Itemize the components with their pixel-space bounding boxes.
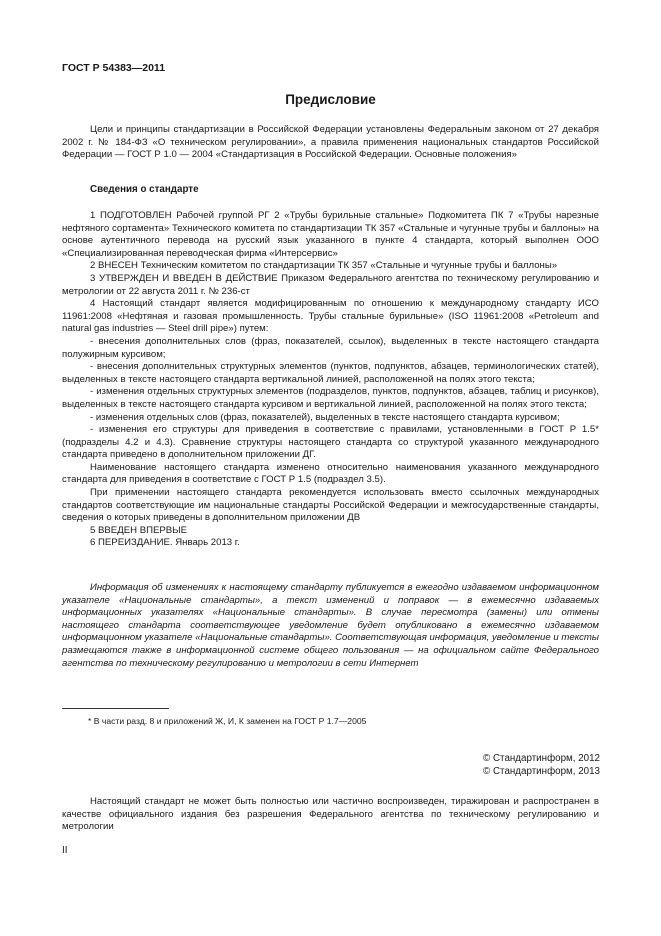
modification-item: - изменения его структуры для приведения в соответствие с правилами, установленными в ГОСТ Р 1.5* (подразделы 4.2 и 4.3). Сравнение структуры настоящего стандарта со структурой указанного международного стандарта приведено в дополнительном приложении ДГ. [62, 424, 599, 461]
intro-paragraph: Цели и принципы стандартизации в Российской Федерации установлены Федеральным законом от 27 декабря 2002 г. № 184-ФЗ «О техническом регулировании», а правила применения национальных стандартов Российской Федерации — ГОСТ Р 1.0 — 2004 «Стандартизация в Российской Федерации. Основные положения» [62, 124, 599, 161]
list-item: 2 ВНЕСЕН Техническим комитетом по стандартизации ТК 357 «Стальные и чугунные трубы и баллоны» [90, 260, 558, 272]
copyright-block [430, 752, 600, 778]
standard-info [62, 210, 599, 550]
modification-item: - изменения отдельных слов (фраз, показателей), выделенных в тексте настоящего стандарта курсивом; [90, 411, 560, 423]
footnote: * В части разд. 8 и приложений Ж, И, К заменен на ГОСТ Р 1.7—2005 [88, 716, 367, 726]
list-item: 1 ПОДГОТОВЛЕН Рабочей группой РГ 2 «Трубы бурильные стальные» Подкомитета ПК 7 «Трубы нарезные нефтяного сортамента» Технического комитета по стандартизации ТК 357 «Стальные и чугунные трубы и баллоны» на основе аутентичного перевода на русский язык указанного в пункте 4 стандарта, который выполнен ООО «Специализированная переводческая фирма «Интерсервис» [62, 210, 599, 259]
references-paragraph: При применении настоящего стандарта рекомендуется использовать вместо ссылочных международных стандартов соответствующие им национальные стандарты Российской Федерации и межгосударственные стандарты, сведения о которых приведены в дополнительном приложении ДВ [62, 487, 599, 524]
modification-item: - внесения дополнительных структурных элементов (пунктов, подпунктов, абзацев, терминологических статей), выделенных в тексте настоящего стандарта вертикальной линией, расположенной на полях этого текста; [62, 361, 599, 385]
reproduction-notice: Настоящий стандарт не может быть полностью или частично воспроизведен, тиражирован и распространен в качестве официального издания без разрешения Федерального агентства по техническому регулированию и метрологии [62, 796, 599, 833]
footnote-divider [62, 708, 169, 709]
copyright-line: © Стандартинформ, 2013 [483, 766, 600, 777]
notice-paragraph: Информация об изменениях к настоящему стандарту публикуется в ежегодно издаваемом информационном указателе «Национальные стандарты», а текст изменений и поправок — в ежемесячно издаваемых информационных указателях «Национальные стандарты». В случае пересмотра (замены) или отмены настоящего стандарта соответствующее уведомление будет опубликовано в ежемесячно издаваемом информационном указателе «Национальные стандарты». Соответствующая информация, уведомление и тексты размещаются также в информационной системе общего пользования — на официальном сайте Федерального агентства по техническому регулированию и метрологии в сети Интернет [62, 582, 599, 669]
copyright-line: © Стандартинформ, 2012 [483, 753, 600, 764]
list-item: 3 УТВЕРЖДЕН И ВВЕДЕН В ДЕЙСТВИЕ Приказом Федерального агентства по техническому регулированию и метрологии от 22 августа 2011 г. № 236-ст [62, 272, 599, 297]
document-id: ГОСТ Р 54383—2011 [62, 62, 166, 74]
changes-notice [62, 582, 599, 670]
page-number: II [62, 845, 68, 856]
modification-item: - изменения отдельных структурных элементов (подразделов, пунктов, подпунктов, абзацев, таблиц и рисунков), выделенных в тексте настоящего стандарта курсивом и вертикальной линией, расположенной на полях этого текста; [62, 386, 599, 410]
section-heading: Сведения о стандарте [90, 184, 199, 195]
list-item: 5 ВВЕДЕН ВПЕРВЫЕ [90, 524, 188, 536]
name-change-paragraph: Наименование настоящего стандарта изменено относительно наименования указанного международного стандарта для приведения в соответствие с ГОСТ Р 1.5 (подраздел 3.5). [62, 461, 599, 486]
list-item: 6 ПЕРЕИЗДАНИЕ. Январь 2013 г. [90, 537, 240, 549]
list-item: 4 Настоящий стандарт является модифицированным по отношению к международному стандарту ИСО 11961:2008 «Нефтяная и газовая промышленность. Трубы стальные бурильные» (ISO 11961:2008 «Petroleum and natural gas industries — Steel drill pipe») путем: [62, 298, 599, 335]
page-title: Предисловие [285, 92, 376, 107]
modification-item: - внесения дополнительных слов (фраз, показателей, ссылок), выделенных в тексте настоящего стандарта полужирным курсивом; [62, 335, 599, 360]
intro-section [62, 124, 599, 162]
reproduction-section [62, 796, 599, 834]
